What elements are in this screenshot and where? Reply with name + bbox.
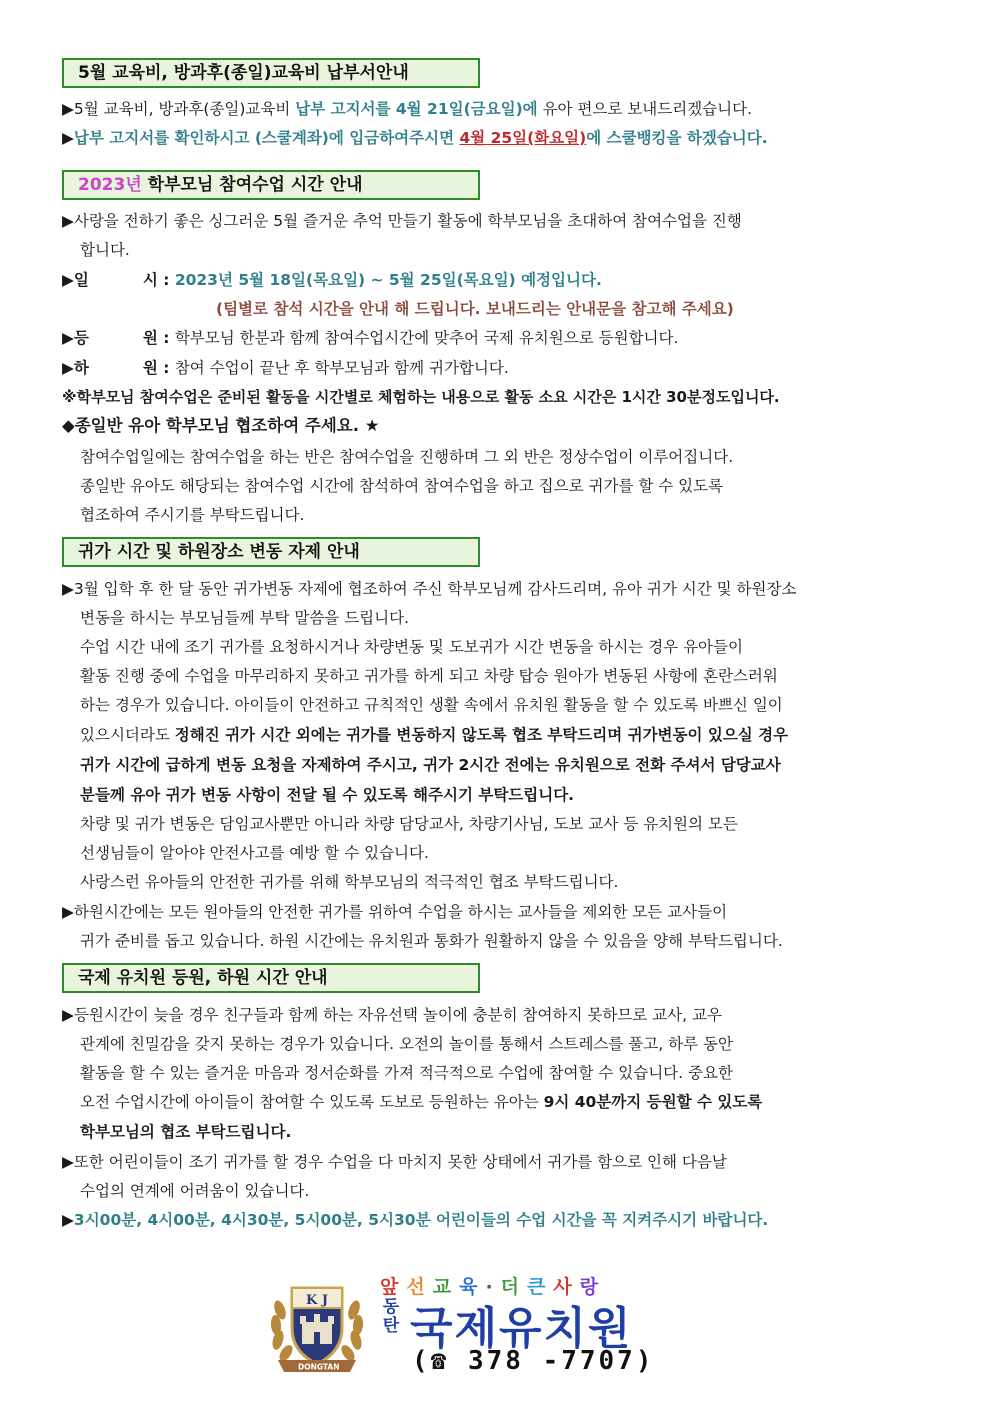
open-class-intro-1: ▶사랑을 전하기 좋은 싱그러운 5월 즐거운 추억 만들기 활동에 학부모님을 초대하여 참여수업을 진행	[62, 212, 742, 230]
allday-line-3: 협조하여 주시기를 부탁드립니다.	[80, 506, 305, 524]
emblem-icon	[262, 1270, 372, 1380]
pickup-p2-4: 있으시더라도 정해진 귀가 시간 외에는 귀가를 변동하지 않도록 협조 부탁드리며 귀가변동이 있으실 경우	[80, 726, 789, 744]
section-title-open-class: 2023년 학부모님 참여수업 시간 안내	[62, 170, 480, 200]
open-class-arrive: ▶등 원 : 학부모님 한분과 함께 참여수업시간에 맞추어 국제 유치원으로 등원합니다.	[62, 329, 679, 347]
pickup-p2-3: 하는 경우가 있습니다. 아이들이 안전하고 규칙적인 생활 속에서 유치원 활동을 할 수 있도록 바쁘신 일이	[80, 696, 783, 714]
hours-p1-1: ▶등원시간이 늦을 경우 친구들과 함께 하는 자유선택 놀이에 충분히 참여하지 못하므로 교사, 교우	[62, 1006, 722, 1024]
hours-p2-2: 수업의 연계에 어려움이 있습니다.	[80, 1182, 310, 1200]
tuition-line-1: ▶5월 교육비, 방과후(종일)교육비 납부 고지서를 4월 21일(금요일)에 유아 편으로 보내드리겠습니다.	[62, 100, 753, 118]
pickup-p5-2: 귀가 준비를 돕고 있습니다. 하원 시간에는 유치원과 통화가 원활하지 않을 수 있음을 양해 부탁드립니다.	[80, 932, 783, 950]
kindergarten-logo	[262, 1270, 702, 1380]
open-class-date: ▶일 시 : 2023년 5월 18일(목요일) ~ 5월 25일(목요일) 예정입니다.	[62, 271, 602, 289]
hours-p1-3: 활동을 할 수 있는 즐거운 마음과 정서순화를 가져 적극적으로 수업에 참여할 수 있습니다. 중요한	[80, 1064, 733, 1082]
slogan-char: 큰	[527, 1276, 549, 1298]
kindergarten-name: 국제유치원	[410, 1303, 633, 1354]
phone-number: (☎ 378 -7707)	[412, 1346, 655, 1376]
section-title-hours: 국제 유치원 등원, 하원 시간 안내	[62, 963, 480, 993]
allday-line-1: 참여수업일에는 참여수업을 하는 반은 참여수업을 진행하며 그 외 반은 정상수업이 이루어집니다.	[80, 448, 734, 466]
open-class-note: ※학부모님 참여수업은 준비된 활동을 시간별로 체험하는 내용으로 활동 소요 시간은 1시간 30분정도입니다.	[62, 388, 780, 406]
pickup-p5-1: ▶하원시간에는 모든 원아들의 안전한 귀가를 위하여 수업을 하시는 교사들을 제외한 모든 교사들이	[62, 903, 728, 921]
hours-p1-4: 오전 수업시간에 아이들이 참여할 수 있도록 도보로 등원하는 유아는 9시 40분까지 등원할 수 있도록	[80, 1093, 763, 1111]
pickup-p2-1: 수업 시간 내에 조기 귀가를 요청하시거나 차량변동 및 도보귀가 시간 변동을 하시는 경우 유아들이	[80, 638, 743, 656]
allday-line-2: 종일반 유아도 해당되는 참여수업 시간에 참석하여 참여수업을 하고 집으로 귀가를 할 수 있도록	[80, 477, 724, 495]
open-class-date-note: (팀별로 참석 시간을 안내 해 드립니다. 보내드리는 안내문을 참고해 주세요)	[216, 300, 734, 318]
slogan-char: 더	[500, 1276, 523, 1298]
open-class-leave: ▶하 원 : 참여 수업이 끝난 후 학부모님과 함께 귀가합니다.	[62, 359, 509, 377]
hours-p3: ▶3시00분, 4시00분, 4시30분, 5시00분, 5시30분 어린이들의 수업 시간을 꼭 지켜주시기 바랍니다.	[62, 1211, 769, 1229]
dong-char: 동	[382, 1297, 400, 1317]
slogan-char: 랑	[579, 1276, 602, 1298]
hours-p2-1: ▶또한 어린이들이 조기 귀가를 할 경우 수업을 다 마치지 못한 상태에서 귀가를 함으로 인해 다음날	[62, 1153, 727, 1171]
hours-p1-5: 학부모님의 협조 부탁드립니다.	[80, 1123, 292, 1141]
hours-p1-2: 관계에 친밀감을 갖지 못하는 경우가 있습니다. 오전의 놀이를 통해서 스트레스를 풀고, 하루 동안	[80, 1035, 733, 1053]
pickup-p1-2: 변동을 하시는 부모님들께 부탁 말씀을 드립니다.	[80, 609, 410, 627]
slogan-char: 육	[459, 1276, 481, 1298]
pickup-p2-2: 활동 진행 중에 수업을 마무리하지 못하고 귀가를 하게 되고 차량 탑승 원아가 변동된 사항에 혼란스러워	[80, 667, 778, 685]
pickup-p1-1: ▶3월 입학 후 한 달 동안 귀가변동 자제에 협조하여 주신 학부모님께 감사드리며, 유아 귀가 시간 및 하원장소	[62, 580, 797, 598]
slogan-char: 선	[406, 1276, 428, 1298]
slogan-char: ·	[485, 1276, 496, 1298]
pickup-p3-2: 선생님들이 알아야 안전사고를 예방 할 수 있습니다.	[80, 844, 429, 862]
tuition-line-2: ▶납부 고지서를 확인하시고 (스쿨계좌)에 입금하여주시면 4월 25일(화요일)에 스쿨뱅킹을 하겠습니다.	[62, 129, 768, 147]
slogan-char: 교	[432, 1276, 455, 1298]
tan-char: 탄	[382, 1316, 400, 1336]
pickup-p2-6: 분들께 유아 귀가 변동 사항이 전달 될 수 있도록 해주시기 부탁드립니다.	[80, 786, 575, 804]
section-title-tuition: 5월 교육비, 방과후(종일)교육비 납부서안내	[62, 58, 480, 88]
emblem-letters: K J	[306, 1293, 328, 1308]
allday-title: ◆종일반 유아 학부모님 협조하여 주세요. ★	[62, 416, 380, 435]
slogan-char: 사	[553, 1276, 575, 1298]
dongtan-label	[380, 1298, 402, 1336]
emblem-text: DONGTAN	[298, 1362, 340, 1372]
slogan-char: 앞	[380, 1276, 402, 1298]
pickup-p3-1: 차량 및 귀가 변동은 담임교사뿐만 아니라 차량 담당교사, 차량기사님, 도보 교사 등 유치원의 모든	[80, 815, 738, 833]
section-title-pickup: 귀가 시간 및 하원장소 변동 자제 안내	[62, 537, 480, 567]
open-class-intro-2: 합니다.	[80, 241, 130, 259]
pickup-p2-5: 귀가 시간에 급하게 변동 요청을 자제하여 주시고, 귀가 2시간 전에는 유치원으로 전화 주셔서 담당교사	[80, 756, 781, 774]
pickup-p4: 사랑스런 유아들의 안전한 귀가를 위해 학부모님의 적극적인 협조 부탁드립니다.	[80, 873, 619, 891]
